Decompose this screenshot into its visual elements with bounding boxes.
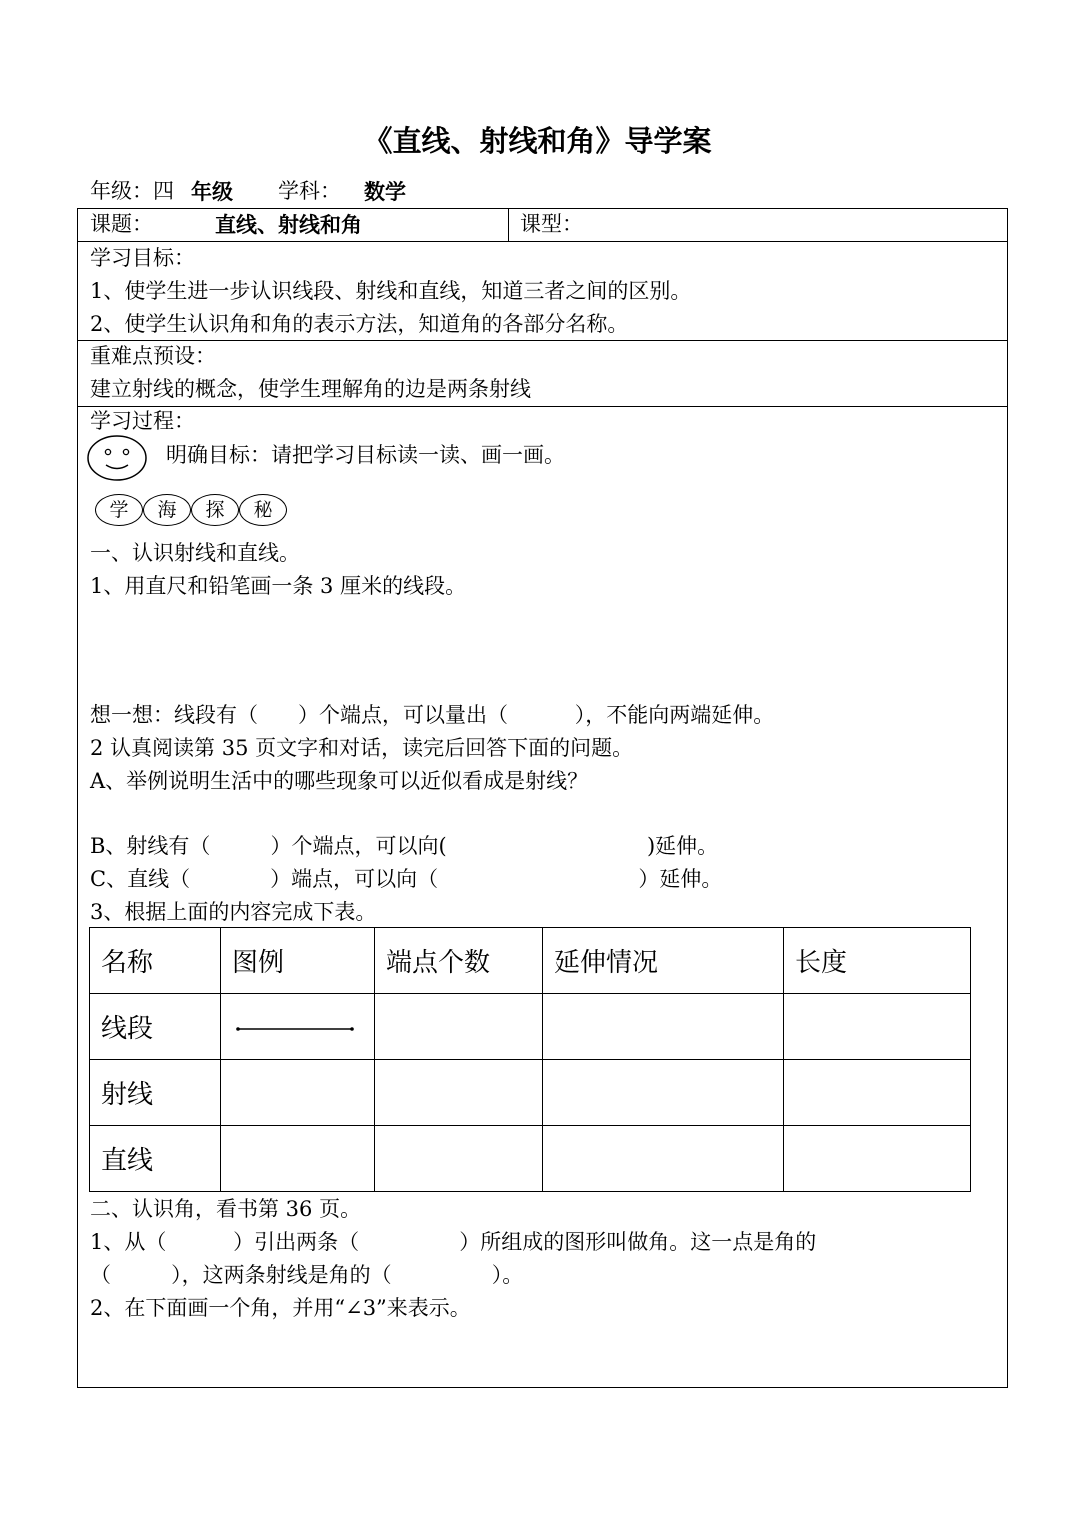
section-2-title: 二、认识角，看书第 36 页。 (90, 1197, 362, 1221)
objectives-heading: 学习目标： (90, 246, 195, 270)
question-c: C、直线（ ）端点，可以向（ ）延伸。 (90, 867, 723, 891)
table-cell[interactable] (375, 1126, 543, 1192)
table-header-row (90, 928, 971, 994)
smiley-face-icon (86, 433, 148, 483)
badge-char: 探 (191, 494, 239, 526)
badge-char: 海 (143, 494, 191, 526)
table-row (90, 1060, 971, 1126)
table-cell[interactable] (543, 994, 784, 1060)
table-header-cell: 名称 (90, 928, 221, 994)
table-cell[interactable] (784, 1126, 971, 1192)
table-cell[interactable] (375, 994, 543, 1060)
table-row (90, 994, 971, 1060)
table-cell-example (221, 994, 375, 1060)
question-a: A、举例说明生活中的哪些现象可以近似看成是射线？ (90, 769, 589, 793)
table-cell[interactable] (784, 994, 971, 1060)
section-1-title: 一、认识射线和直线。 (90, 541, 300, 565)
table-row (90, 1126, 971, 1192)
summary-table (89, 927, 971, 1192)
grade-value: 年级 (191, 179, 233, 204)
subject-value: 数学 (364, 179, 406, 204)
table-cell[interactable] (375, 1060, 543, 1126)
angle-question-1-line-1: 1、从（ ）引出两条（ ）所组成的图形叫做角。这一点是角的 (90, 1230, 817, 1254)
question-b: B、射线有（ ）个端点，可以向( )延伸。 (90, 834, 719, 858)
badge-char: 秘 (239, 494, 287, 526)
table-cell[interactable] (221, 1060, 375, 1126)
question-1: 1、用直尺和铅笔画一条 3 厘米的线段。 (90, 574, 467, 598)
topic-label: 课题： (90, 212, 153, 236)
key-points-text: 建立射线的概念，使学生理解角的边是两条射线 (90, 377, 531, 401)
table-header-cell: 图例 (221, 928, 375, 994)
row-divider-2 (77, 340, 1007, 341)
objective-item: 2、使学生认识角和角的表示方法，知道角的各部分名称。 (90, 312, 629, 336)
topic-divider (508, 208, 509, 241)
grade-label: 年级：四 (90, 179, 174, 203)
subject-label: 学科： (278, 179, 341, 203)
row-divider-3 (77, 406, 1007, 407)
line-segment-figure (232, 1021, 358, 1035)
table-cell[interactable] (221, 1126, 375, 1192)
table-cell-name: 直线 (90, 1126, 221, 1192)
table-cell[interactable] (784, 1060, 971, 1126)
type-label: 课型： (520, 212, 583, 236)
table-header-cell: 长度 (784, 928, 971, 994)
row-divider-1 (77, 241, 1007, 242)
table-cell-name: 射线 (90, 1060, 221, 1126)
table-cell-name: 线段 (90, 994, 221, 1060)
goal-text: 明确目标：请把学习目标读一读、画一画。 (166, 443, 565, 467)
think-question: 想一想：线段有（ ）个端点，可以量出（ ），不能向两端延伸。 (90, 703, 775, 727)
table-header-cell: 延伸情况 (543, 928, 784, 994)
question-3: 3、根据上面的内容完成下表。 (90, 900, 377, 924)
table-cell[interactable] (543, 1126, 784, 1192)
table-header-cell: 端点个数 (375, 928, 543, 994)
process-heading: 学习过程： (90, 409, 195, 433)
objective-item: 1、使学生进一步认识线段、射线和直线，知道三者之间的区别。 (90, 279, 692, 303)
angle-question-1-line-2: （ ），这两条射线是角的（ ）。 (90, 1263, 524, 1287)
key-points-heading: 重难点预设： (90, 344, 216, 368)
page-title: 《直线、射线和角》导学案 (363, 124, 712, 158)
badge-char: 学 (95, 494, 143, 526)
topic-value: 直线、射线和角 (215, 212, 362, 237)
table-cell[interactable] (543, 1060, 784, 1126)
angle-question-2: 2、在下面画一个角，并用“∠3”来表示。 (90, 1296, 471, 1320)
question-2: 2 认真阅读第 35 页文字和对话，读完后回答下面的问题。 (90, 736, 634, 760)
